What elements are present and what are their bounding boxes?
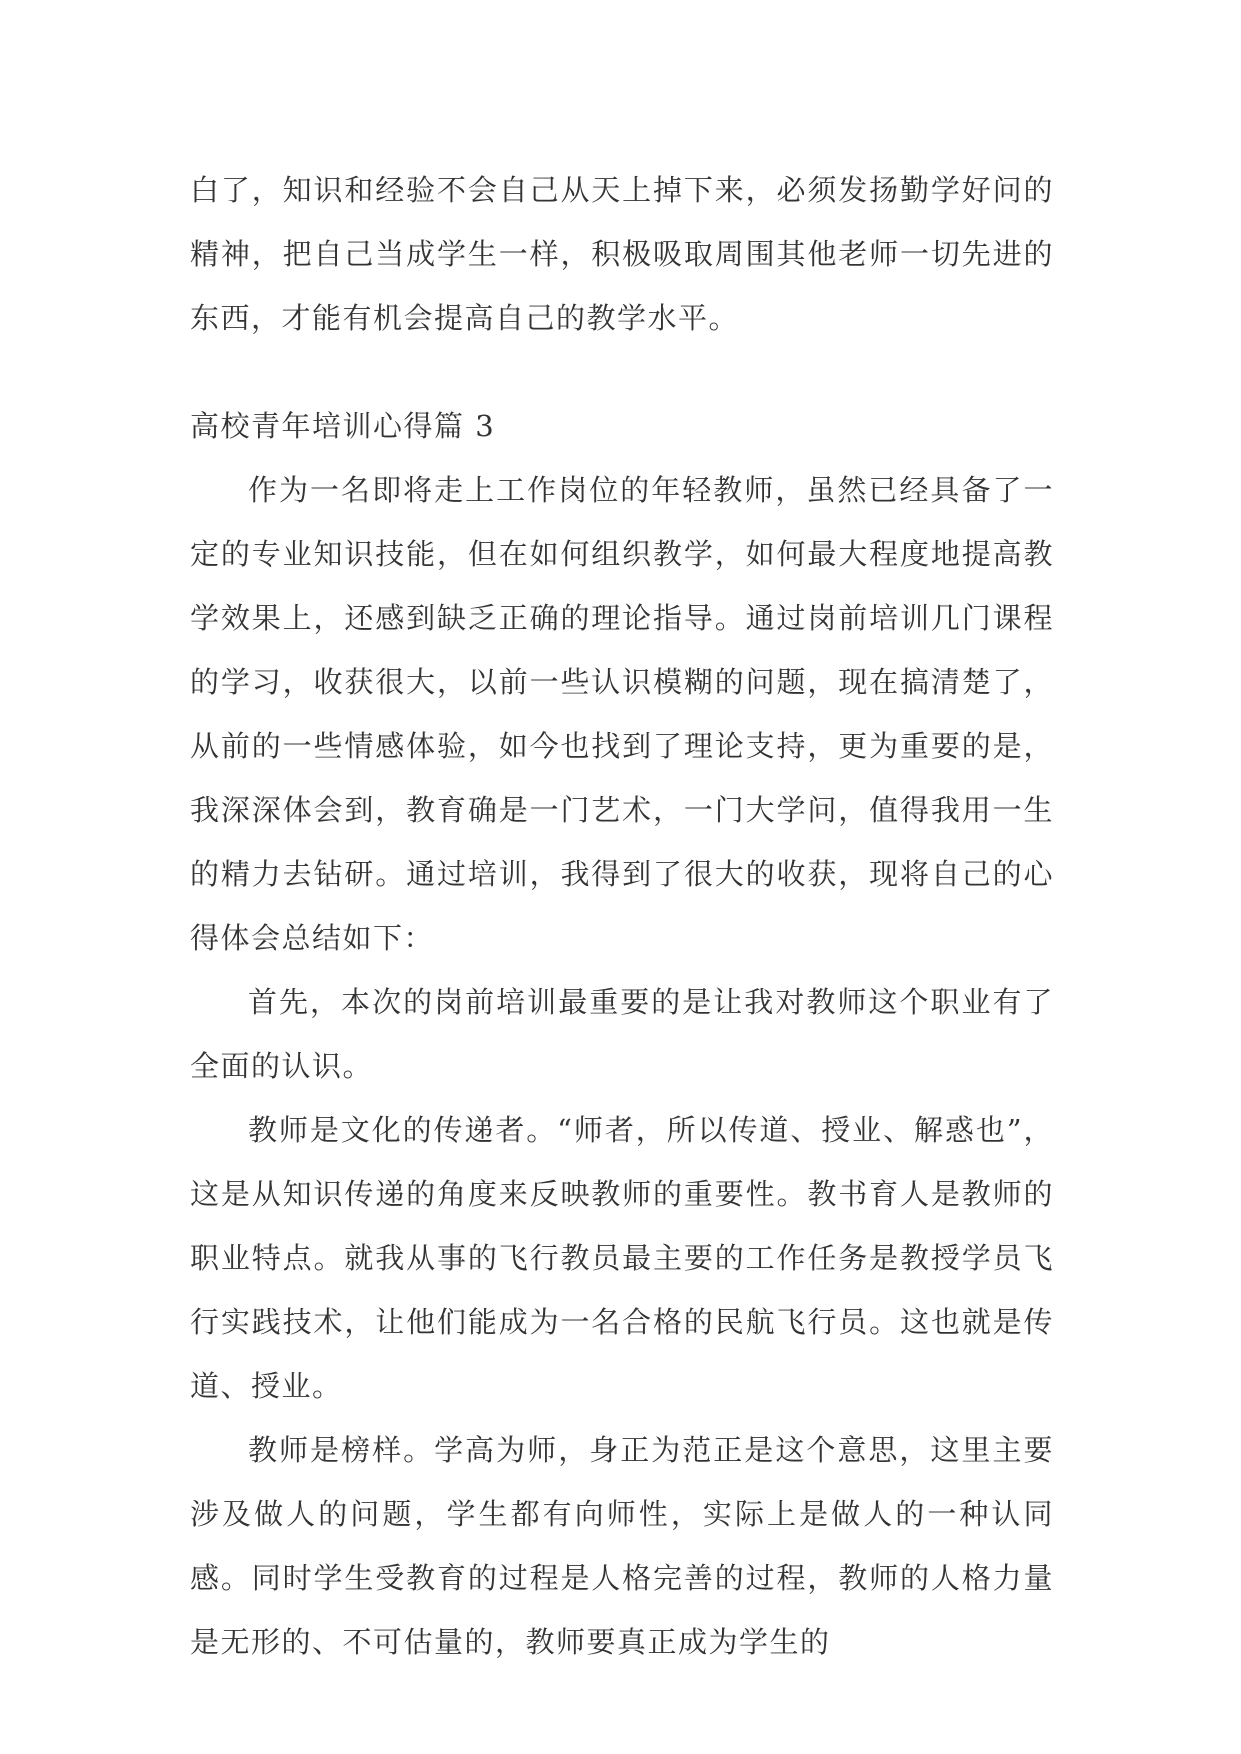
- body-paragraph-3: 教师是文化的传递者。“师者，所以传道、授业、解惑也”，这是从知识传递的角度来反映教师的重要性。教书育人是教师的职业特点。就我从事的飞行教员最主要的工作任务是教授学员飞行实践技术，让他们能成为一名合格的民航飞行员。这也就是传道、授业。: [190, 1113, 1054, 1403]
- body-paragraph-4: 教师是榜样。学高为师，身正为范正是这个意思，这里主要涉及做人的问题，学生都有向师性，实际上是做人的一种认同感。同时学生受教育的过程是人格完善的过程，教师的人格力量是无形的、不可估量的，教师要真正成为学生的: [190, 1433, 1054, 1659]
- section-title: 高校青年培训心得篇 3: [190, 409, 496, 443]
- document-body: [190, 158, 1054, 1674]
- body-paragraph-1: 作为一名即将走上工作岗位的年轻教师，虽然已经具备了一定的专业知识技能，但在如何组织教学，如何最大程度地提高教学效果上，还感到缺乏正确的理论指导。通过岗前培训几门课程的学习，收获很大，以前一些认识模糊的问题，现在搞清楚了，从前的一些情感体验，如今也找到了理论支持，更为重要的是，我深深体会到，教育确是一门艺术，一门大学问，值得我用一生的精力去钻研。通过培训，我得到了很大的收获，现将自己的心得体会总结如下：: [190, 473, 1054, 955]
- continuation-paragraph: 白了，知识和经验不会自己从天上掉下来，必须发扬勤学好问的精神，把自己当成学生一样，积极吸取周围其他老师一切先进的东西，才能有机会提高自己的教学水平。: [190, 173, 1054, 335]
- body-paragraph-2: 首先，本次的岗前培训最重要的是让我对教师这个职业有了全面的认识。: [190, 985, 1054, 1083]
